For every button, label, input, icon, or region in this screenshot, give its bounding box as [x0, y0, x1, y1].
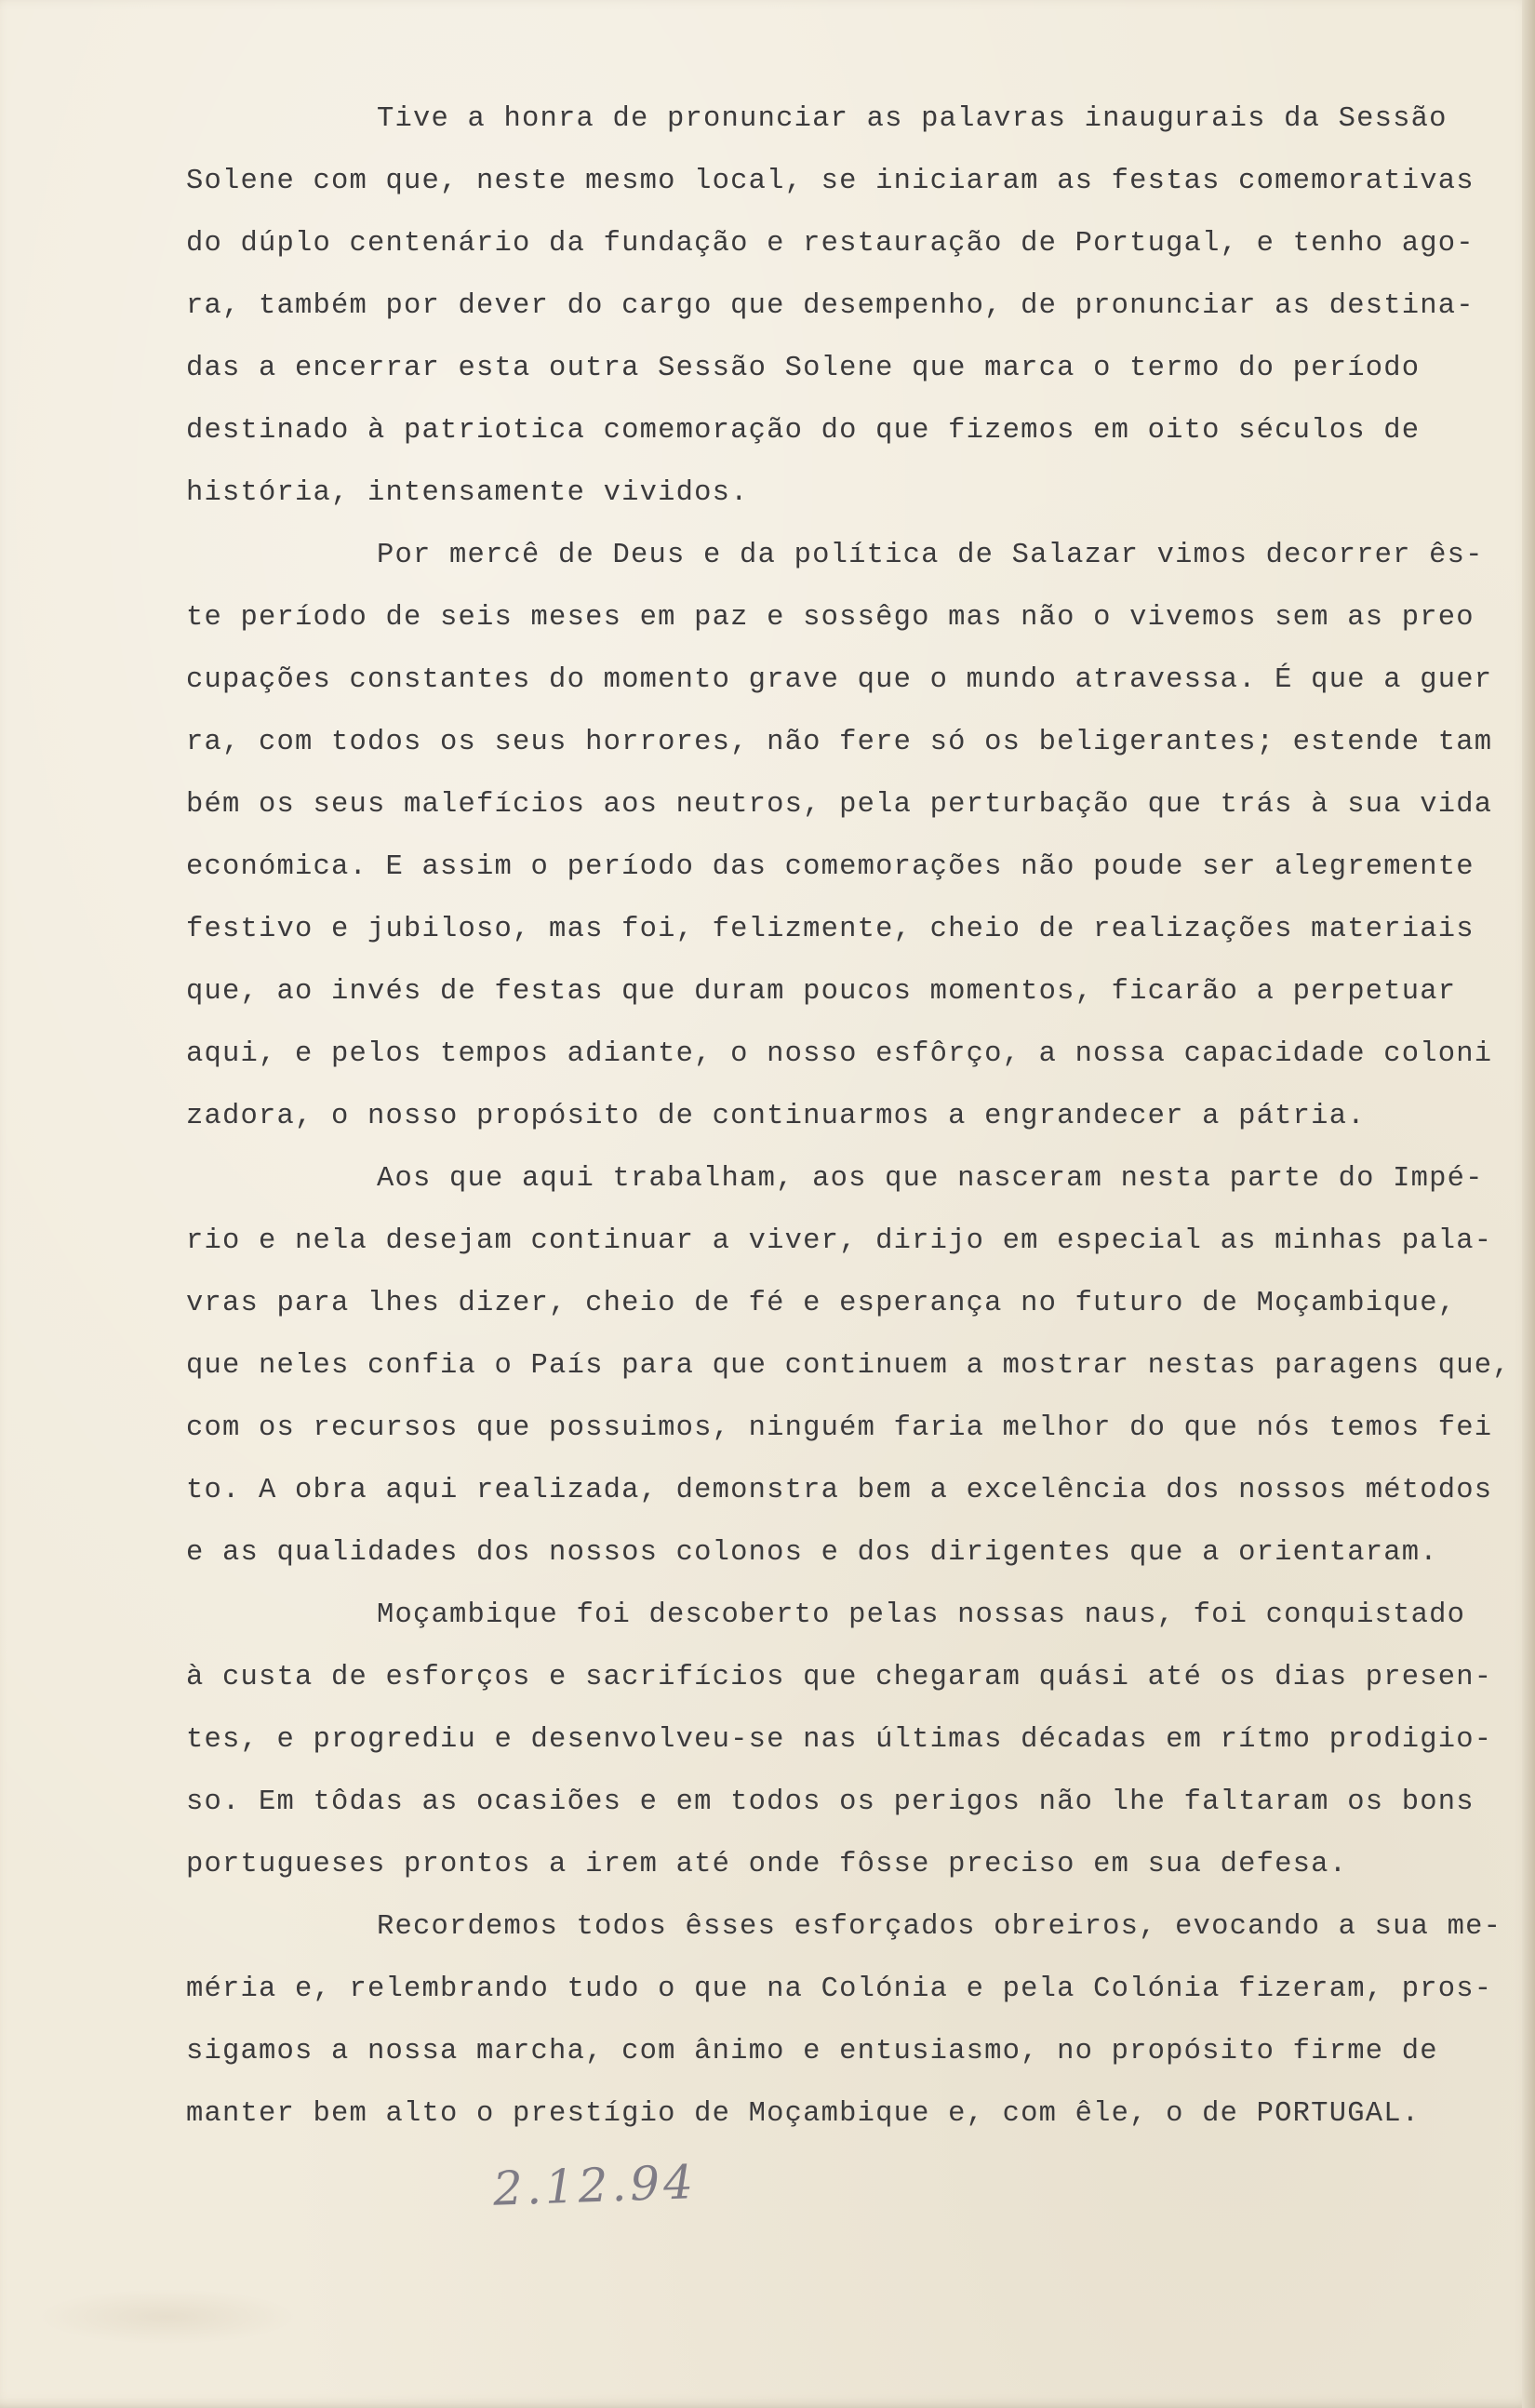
text-line: so. Em tôdas as ocasiões e em todos os perigos não lhe faltaram os bons: [186, 1786, 1475, 1818]
text-line: que neles confia o País para que continuem a mostrar nestas paragens que,: [186, 1350, 1511, 1382]
text-line: zadora, o nosso propósito de continuarmos a engrandecer a pátria.: [186, 1101, 1366, 1132]
text-line: história, intensamente vividos.: [186, 477, 749, 509]
text-line: económica. E assim o período das comemorações não poude ser alegremente: [186, 851, 1475, 883]
text-line: destinado à patriotica comemoração do que fizemos em oito séculos de: [186, 415, 1421, 447]
handwritten-date: 2.12.94: [492, 2155, 698, 2216]
text-line: à custa de esforços e sacrifícios que chegaram quási até os dias presen-: [186, 1662, 1493, 1693]
text-line: manter bem alto o prestígio de Moçambique e, com êle, o de PORTUGAL.: [186, 2098, 1421, 2130]
text-line: Aos que aqui trabalham, aos que nasceram nesta parte do Impé-: [377, 1163, 1484, 1195]
text-line: festivo e jubiloso, mas foi, felizmente, cheio de realizações materiais: [186, 914, 1475, 945]
text-line: Moçambique foi descoberto pelas nossas naus, foi conquistado: [377, 1599, 1466, 1631]
text-line: que, ao invés de festas que duram poucos momentos, ficarão a perpetuar: [186, 976, 1457, 1008]
text-line: aqui, e pelos tempos adiante, o nosso esfôrço, a nossa capacidade coloni: [186, 1038, 1493, 1070]
text-line: Tive a honra de pronunciar as palavras inaugurais da Sessão: [377, 103, 1448, 135]
text-line: Solene com que, neste mesmo local, se iniciaram as festas comemorativas: [186, 166, 1475, 197]
text-line: das a encerrar esta outra Sessão Solene que marca o termo do período: [186, 353, 1421, 384]
text-line: e as qualidades dos nossos colonos e dos dirigentes que a orientaram.: [186, 1537, 1438, 1569]
text-line: Recordemos todos êsses esforçados obreiros, evocando a sua me-: [377, 1911, 1502, 1943]
text-line: ra, também por dever do cargo que desempenho, de pronunciar as destina-: [186, 290, 1475, 322]
text-line: bém os seus malefícios aos neutros, pela perturbação que trás à sua vida: [186, 789, 1493, 821]
text-line: sigamos a nossa marcha, com ânimo e entusiasmo, no propósito firme de: [186, 2036, 1438, 2067]
text-line: Por mercê de Deus e da política de Salazar vimos decorrer ês-: [377, 540, 1484, 571]
paper-edge: [1522, 0, 1535, 2408]
text-line: tes, e progrediu e desenvolveu-se nas últimas décadas em rítmo prodigio-: [186, 1724, 1493, 1756]
text-line: méria e, relembrando tudo o que na Colónia e pela Colónia fizeram, pros-: [186, 1973, 1493, 2005]
text-line: do dúplo centenário da fundação e restauração de Portugal, e tenho ago-: [186, 228, 1475, 260]
text-line: ra, com todos os seus horrores, não fere só os beligerantes; estende tam: [186, 727, 1493, 758]
text-line: te período de seis meses em paz e sossêgo mas não o vivemos sem as preo: [186, 602, 1475, 634]
text-line: portugueses prontos a irem até onde fôsse preciso em sua defesa.: [186, 1849, 1348, 1880]
text-line: cupações constantes do momento grave que o mundo atravessa. É que a guer: [186, 664, 1493, 696]
typed-text-body: [186, 88, 1521, 2146]
text-line: vras para lhes dizer, cheio de fé e esperança no futuro de Moçambique,: [186, 1288, 1457, 1319]
text-line: to. A obra aqui realizada, demonstra bem a excelência dos nossos métodos: [186, 1475, 1493, 1506]
paper-stain: [37, 2289, 298, 2345]
text-line: rio e nela desejam continuar a viver, dirijo em especial as minhas pala-: [186, 1225, 1493, 1257]
text-line: com os recursos que possuimos, ninguém faria melhor do que nós temos fei: [186, 1412, 1493, 1444]
